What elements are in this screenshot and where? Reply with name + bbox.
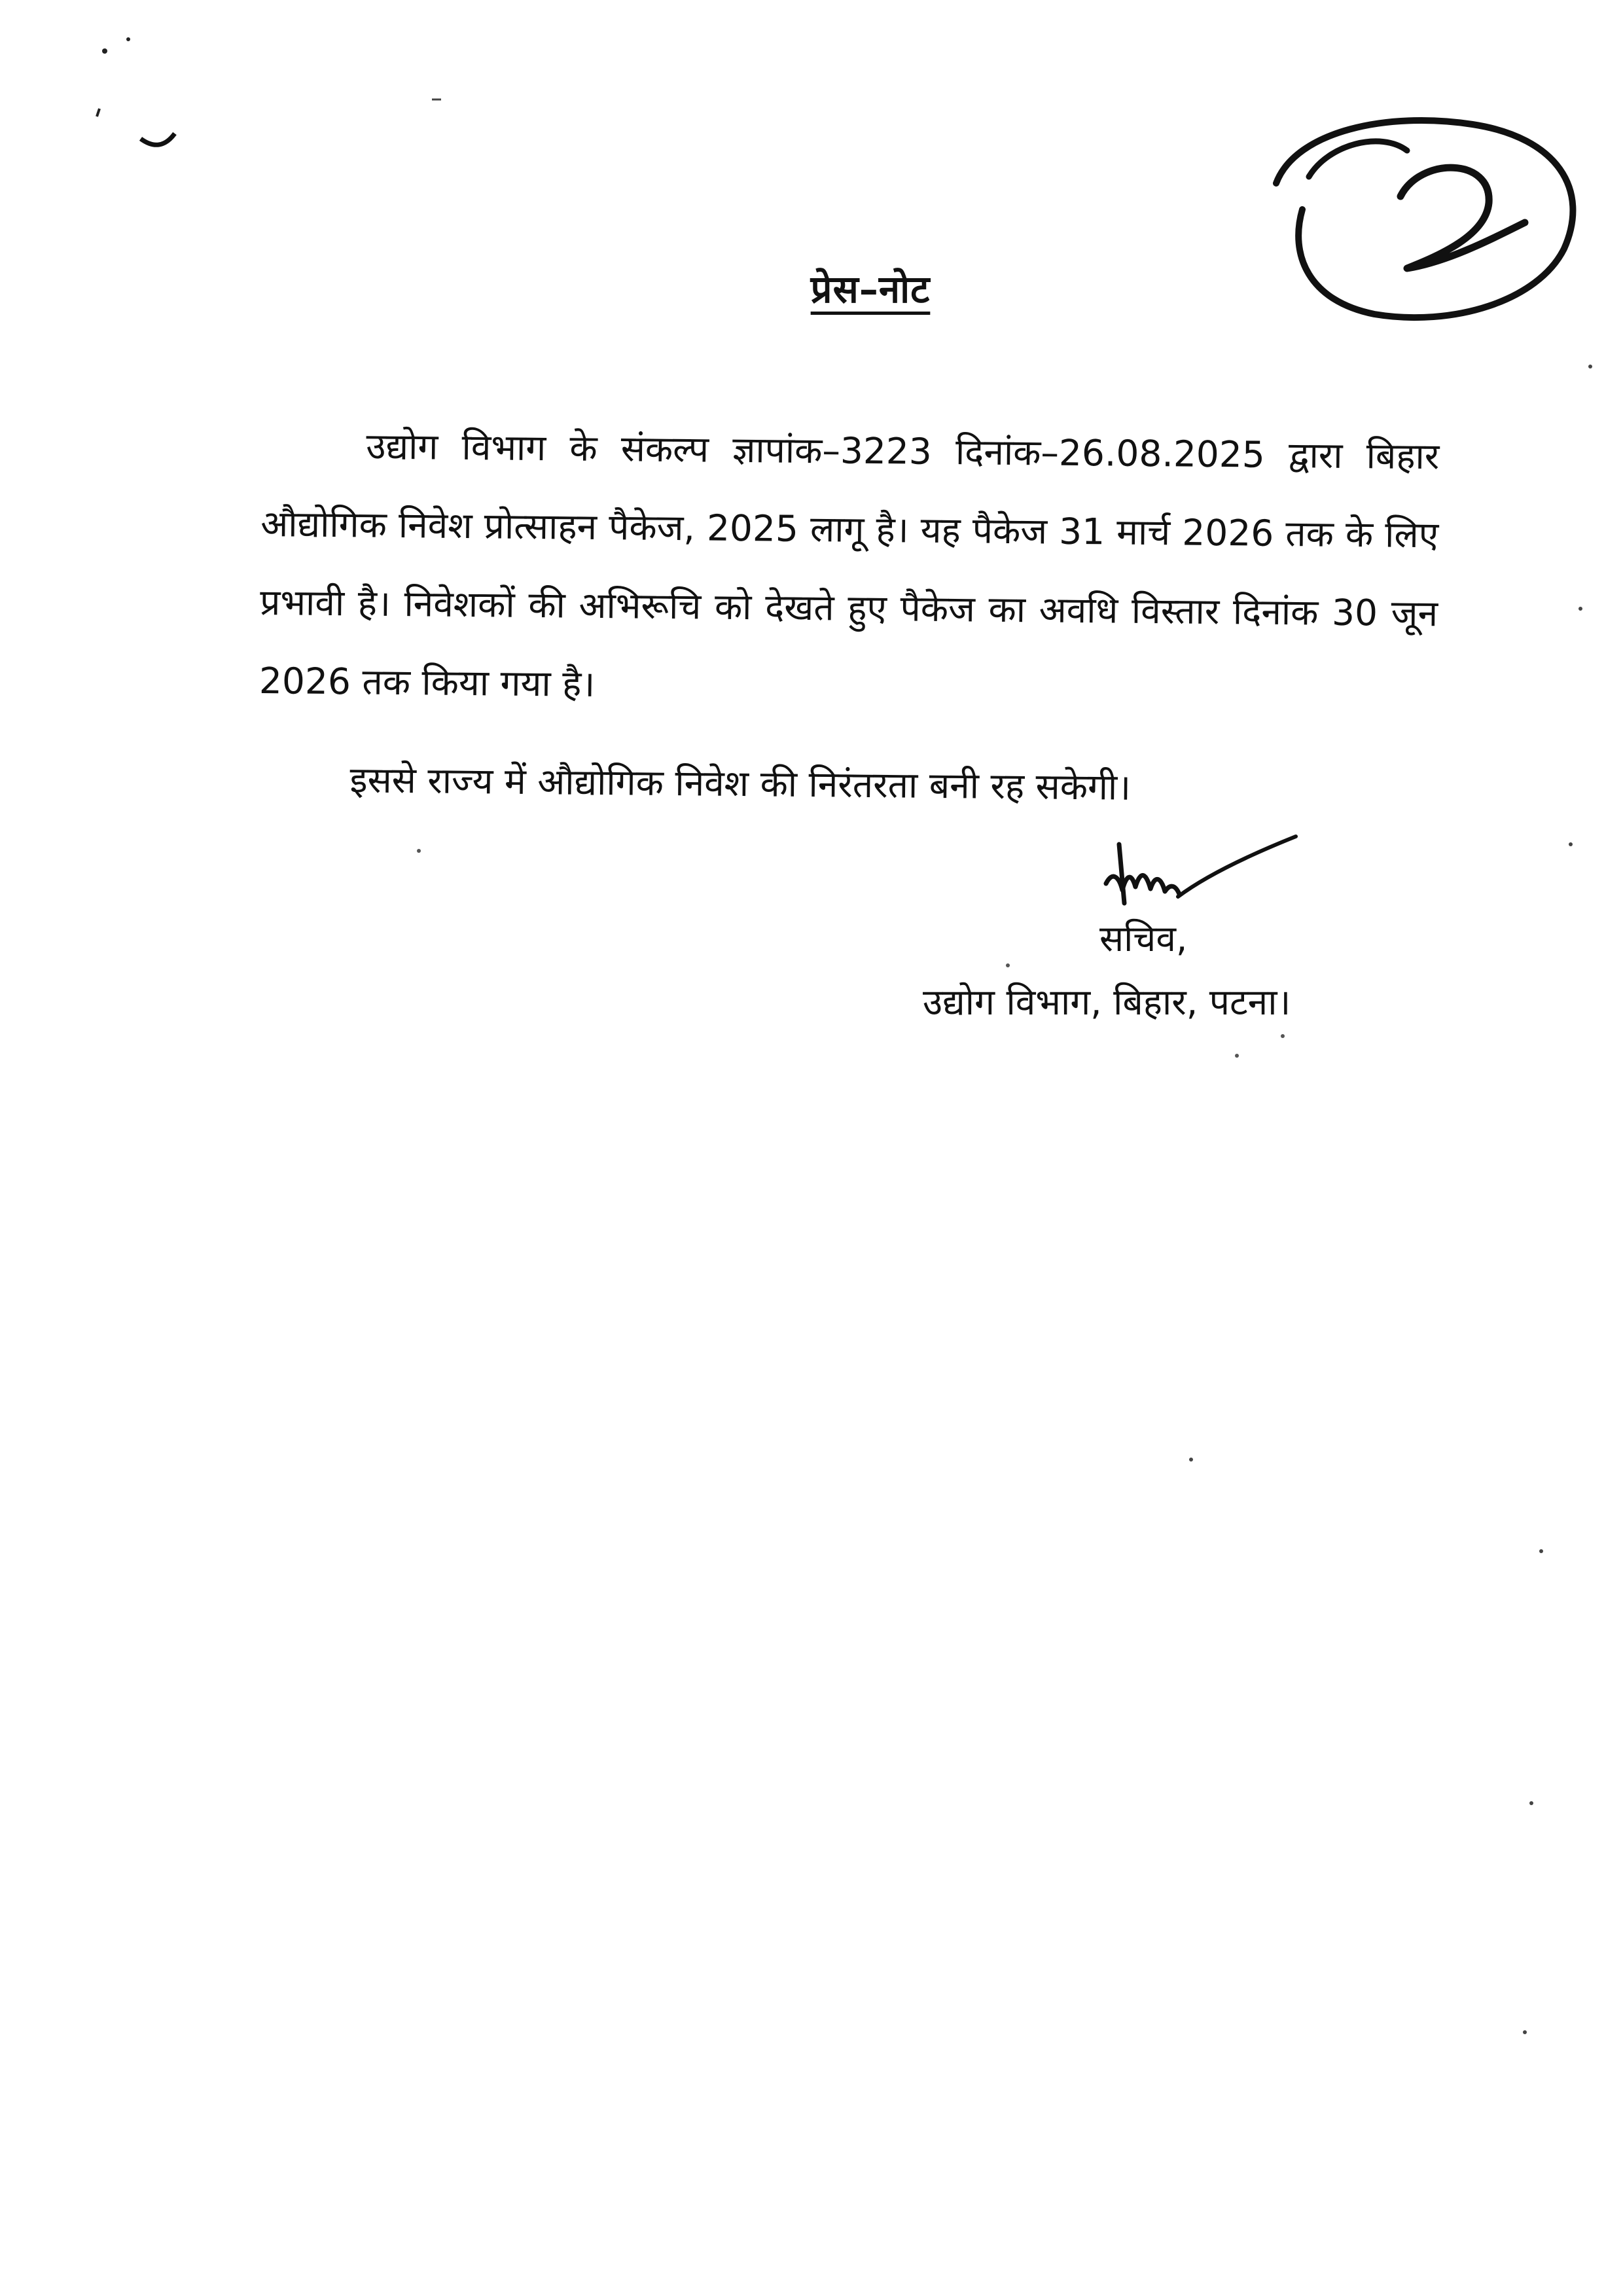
signatory-department: उद्योग विभाग, बिहार, पटना। <box>923 981 1291 1023</box>
handwritten-page-number <box>1257 105 1597 340</box>
body-paragraph: उद्योग विभाग के संकल्प ज्ञापांक–3223 दिनांक–26.08.2025 द्वारा बिहार औद्योगिक निवेश प्रोत्साहन पैकेज, 2025 लागू है। यह पैकेज 31 मार्च 2026 तक के लिए प्रभावी है। निवेशकों की अभिरूचि को देखते हुए पैकेज का अवधि विस्तार दिनांक 30 जून 2026 तक किया गया है। <box>259 425 1440 705</box>
signatory-designation: सचिव, <box>1099 918 1188 960</box>
press-note-body <box>258 406 1440 829</box>
press-note-title: प्रेस–नोट <box>810 267 931 312</box>
body-paragraph: इससे राज्य में औद्योगिक निवेश की निरंतरता बनी रह सकेगी। <box>349 759 1132 808</box>
